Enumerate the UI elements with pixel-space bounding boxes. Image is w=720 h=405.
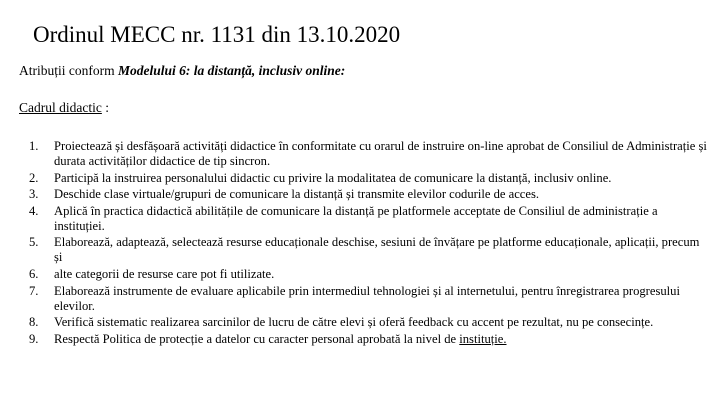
intro-model-name: Modelului 6: la distanță, inclusiv online: [117,63,346,78]
list-item-text: Respectă Politica de protecție a datelor cu caracter personal aprobată la nivel de [54,331,460,346]
list-item-number: 9. [29,331,39,346]
list-item-text: Participă la instruirea personalului didactic cu privire la modalitatea de comunicare la distanță, inclusiv online. [54,170,612,185]
intro-prefix: Atribuții conform [19,63,118,78]
list-item [20,204,710,234]
list-item-text: Aplică în practica didactică abilitățile de comunicare la distanță pe platformele acceptate de Consiliul de administrație a instituției. [54,203,658,233]
list-item [20,315,710,330]
list-item [20,267,710,282]
list-item [20,171,710,186]
list-item-text: Verifică sistematic realizarea sarcinilor de lucru de către elevi și oferă feedback cu accent pe rezultat, nu pe consecințe. [54,315,654,330]
list-item-number: 3. [29,187,39,202]
list-item [20,235,710,265]
duties-list [20,139,710,348]
document-title: Ordinul MECC nr. 1131 din 13.10.2020 [33,22,401,47]
list-item-number: 7. [29,283,39,298]
list-item-number: 5. [29,235,39,250]
list-item-text: alte categorii de resurse care pot fi utilizate. [54,266,275,281]
list-item-number: 2. [29,170,39,185]
list-item [20,187,710,202]
list-item-number: 6. [29,266,39,281]
list-item-underlined-word: instituție. [459,331,507,346]
list-item-text: Elaborează instrumente de evaluare aplicabile prin intermediul tehnologiei și al internetului, pentru înregistrarea progresului elevilor. [54,283,680,313]
list-item-text: Elaborează, adaptează, selectează resurse educaționale deschise, sesiuni de învățare pe platforme educaționale, aplicații, precum și [54,235,700,265]
section-heading-suffix: : [101,100,109,115]
list-item [20,332,710,347]
list-item-text: Deschide clase virtuale/grupuri de comunicare la distanță și transmite elevilor codurile de acces. [54,187,540,202]
list-item [20,284,710,314]
list-item-number: 8. [29,315,39,330]
section-heading: Cadrul didactic [19,100,102,115]
list-item-number: 4. [29,203,39,218]
list-item-number: 1. [29,139,39,153]
section-heading-line [19,99,109,116]
list-item [20,139,710,169]
list-item-text: Proiectează și desfășoară activități didactice în conformitate cu orarul de instruire on-line aprobat de Consiliul de Administrație și durata activităților didactice de tip sincron. [54,139,707,168]
intro-line [19,62,345,79]
